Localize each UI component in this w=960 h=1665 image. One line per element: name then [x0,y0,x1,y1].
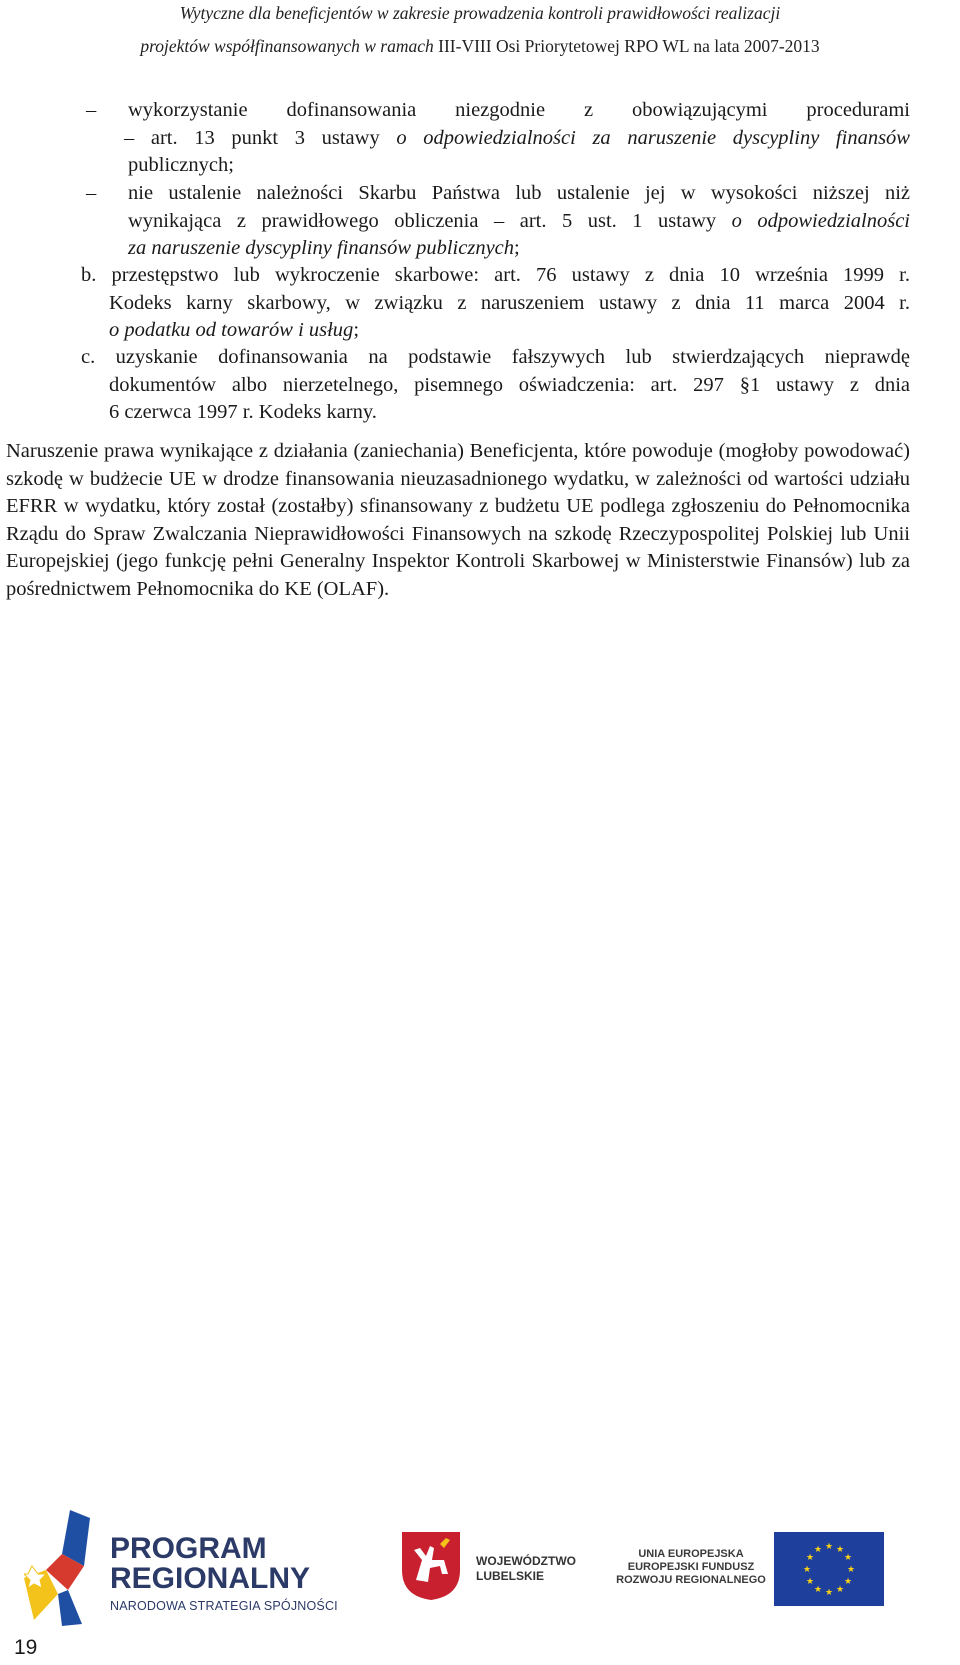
dash-line-a: wykorzystanie dofinansowania niezgodnie z obowiązującymi procedurami [128,99,910,121]
program-subtitle: NARODOWA STRATEGIA SPÓJNOŚCI [110,1599,338,1613]
svg-text:★: ★ [813,1545,823,1555]
svg-text:★: ★ [843,1553,853,1563]
header-line-2-plain: III-VIII Osi Priorytetowej RPO WL na lata 2007-2013 [438,36,820,56]
program-line-1: PROGRAM [110,1532,267,1565]
dash-line-c [128,235,910,263]
header-line-2-italic: projektów współfinansowanych w ramach [140,36,439,56]
dash-line-b [124,125,910,153]
ue-line-3: ROZWOJU REGIONALNEGO [616,1574,766,1586]
svg-text:★: ★ [802,1565,812,1575]
list-line-3: 6 czerwca 1997 r. Kodeks karny. [109,401,377,423]
svg-text:★: ★ [824,1542,834,1552]
svg-text:★: ★ [805,1577,815,1587]
list-line-3 [109,317,910,345]
svg-text:★: ★ [824,1588,834,1598]
eu-fund-logo-text [616,1548,766,1587]
ue-line-1: UNIA EUROPEJSKA [638,1548,744,1560]
list-line-2: dokumentów albo nierzetelnego, pisemnego oświadczenia: art. 297 §1 ustawy z dnia [109,373,910,396]
svg-text:★: ★ [835,1585,845,1595]
dash-line-b-italic: o odpowiedzialności [731,209,910,232]
list-line-2: Kodeks karny skarbowy, w związku z naruszeniem ustawy z dnia 11 marca 2004 r. [109,291,910,314]
svg-text:★: ★ [813,1585,823,1595]
lettered-list-item [81,344,910,427]
ue-line-2: EUROPEJSKI FUNDUSZ [627,1561,755,1573]
program-regionalny-emblem-icon [24,1508,104,1628]
dash-line-c-plain: ; [514,237,520,259]
dash-line-c-italic: za naruszenie dyscypliny finansów publicznych [128,237,515,259]
wojewodztwo-lubelskie-logo [476,1554,576,1584]
program-regionalny-logo [110,1534,338,1616]
footer-logos [24,1508,944,1628]
svg-text:★: ★ [805,1553,815,1563]
dash-line-c: publicznych; [128,154,234,176]
svg-text:★: ★ [843,1577,853,1587]
wojewodztwo-line-2: LUBELSKIE [476,1569,545,1583]
dash-line-a: nie ustalenie należności Skarbu Państwa lub ustalenie jej w wysokości niższej niż [128,182,910,204]
wojewodztwo-line-1: WOJEWÓDZTWO [476,1554,576,1568]
lettered-list-item [81,262,910,345]
list-line-1: c. uzyskanie dofinansowania na podstawie fałszywych lub stwierdzających nieprawdę [81,346,910,368]
dash-marker: – [86,182,97,204]
list-line-1: b. przestępstwo lub wykroczenie skarbowe: art. 76 ustawy z dnia 10 września 1999 r. [81,264,910,286]
list-line-3-plain: ; [353,319,360,341]
dash-marker: – [86,99,97,121]
dash-list-item [86,97,910,180]
svg-text:★: ★ [846,1565,856,1575]
svg-text:★: ★ [835,1545,845,1555]
lubelskie-coat-of-arms-icon [400,1530,462,1602]
dash-list-item [86,180,910,263]
dash-line-b [128,208,910,236]
page-number: 19 [14,1636,38,1659]
header-line-1: Wytyczne dla beneficjentów w zakresie prowadzenia kontroli prawidłowości realizacji [179,3,781,23]
list-line-3-italic: o podatku od towarów i usług [109,319,354,341]
header-line-2 [0,30,960,63]
dash-line-b-italic: o odpowiedzialności za naruszenie dyscypliny finansów [396,126,910,149]
dash-line-b-plain: – art. 13 punkt 3 ustawy [124,126,397,149]
body-paragraph: Naruszenie prawa wynikające z działania (zaniechania) Beneficjenta, które powoduje (mogłoby powodować) szkodę w budżecie UE w drodze finansowania nieuzasadnionego wydatku, w zależności od wartości udziału EFRR w wydatku, który został (zostałby) sfinansowany z budżetu UE podlega zgłoszeniu do Pełnomocnika Rządu do Spraw Zwalczania Nieprawidłowości Finansowych na szkodę Rzeczypospolitej Polskiej lub Unii Europejskiej (jego funkcję pełni Generalny Inspektor Kontroli Skarbowej w Ministerstwie Finansów) lub za pośrednictwem Pełnomocnika do KE (OLAF). [6,440,910,600]
dash-line-b-plain: wynikająca z prawidłowego obliczenia – art. 5 ust. 1 ustawy [128,209,732,232]
eu-flag-icon [774,1532,884,1606]
program-line-2: REGIONALNY [110,1562,311,1595]
